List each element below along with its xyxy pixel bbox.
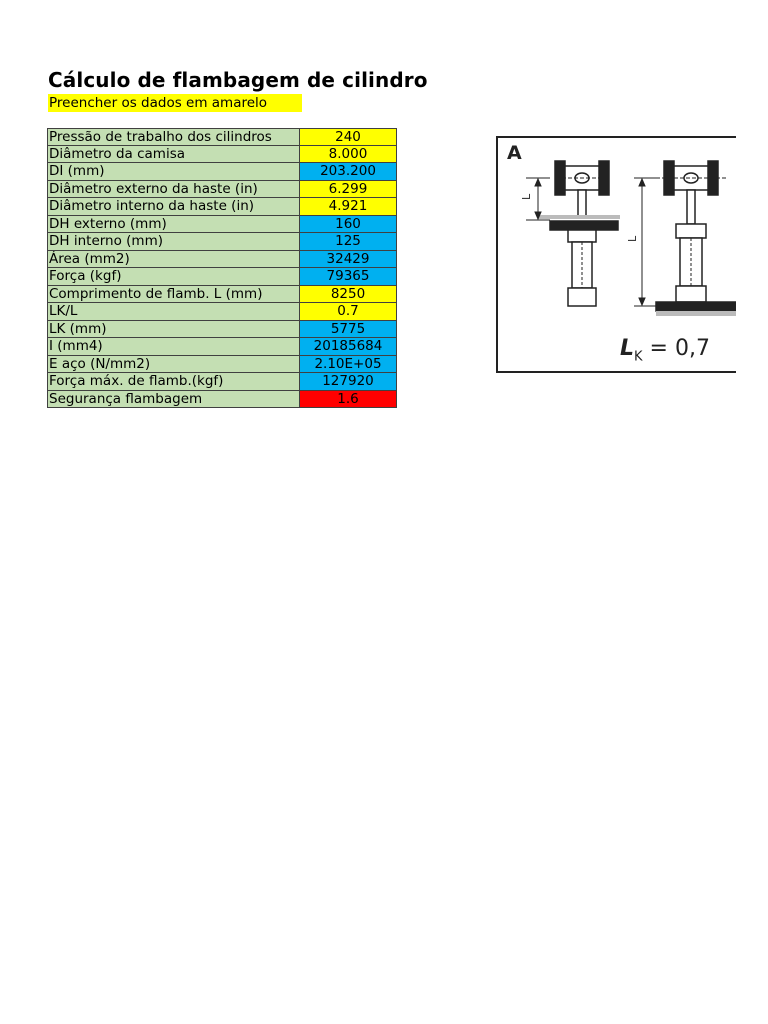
formula-subscript: K [634, 349, 643, 365]
table-row [47, 251, 397, 269]
row-label: Área (mm2) [47, 251, 300, 269]
right-ground-shade [656, 311, 736, 316]
page-title: Cálculo de flambagem de cilindro [48, 68, 428, 92]
right-dim-label: L [626, 235, 639, 242]
row-label: Pressão de trabalho dos cilindros [47, 128, 300, 146]
row-value[interactable]: 125 [300, 233, 397, 251]
row-value[interactable]: 160 [300, 216, 397, 234]
figure-letter: A [507, 142, 522, 164]
table-row [47, 373, 397, 391]
table-row [47, 163, 397, 181]
table-row [47, 216, 397, 234]
row-label: Segurança flambagem [47, 391, 300, 409]
left-cylinder [550, 161, 618, 306]
lk-formula [620, 336, 710, 364]
table-row [47, 233, 397, 251]
formula-value: = 0,7 [642, 336, 710, 361]
table-row [47, 338, 397, 356]
row-label: Força máx. de flamb.(kgf) [47, 373, 300, 391]
row-label: DH externo (mm) [47, 216, 300, 234]
buckling-figure [496, 136, 736, 373]
row-label: LK/L [47, 303, 300, 321]
row-label: E aço (N/mm2) [47, 356, 300, 374]
table-row [47, 181, 397, 199]
row-label: Comprimento de flamb. L (mm) [47, 286, 300, 304]
table-row [47, 303, 397, 321]
left-ground-shade [538, 215, 620, 219]
row-value[interactable]: 32429 [300, 251, 397, 269]
row-value[interactable]: 6.299 [300, 181, 397, 199]
row-value[interactable]: 127920 [300, 373, 397, 391]
table-row [47, 321, 397, 339]
calculation-table [47, 128, 397, 408]
row-value[interactable]: 240 [300, 128, 397, 146]
table-row [47, 356, 397, 374]
row-label: Diâmetro da camisa [47, 146, 300, 164]
table-row [47, 391, 397, 409]
row-value[interactable]: 8.000 [300, 146, 397, 164]
row-value[interactable]: 79365 [300, 268, 397, 286]
row-value[interactable]: 2.10E+05 [300, 356, 397, 374]
table-row [47, 198, 397, 216]
row-label: DH interno (mm) [47, 233, 300, 251]
row-label: LK (mm) [47, 321, 300, 339]
row-value[interactable]: 203.200 [300, 163, 397, 181]
row-value[interactable]: 1.6 [300, 391, 397, 409]
row-value[interactable]: 4.921 [300, 198, 397, 216]
row-value[interactable]: 0.7 [300, 303, 397, 321]
table-row [47, 146, 397, 164]
formula-symbol: L [620, 336, 635, 361]
row-label: DI (mm) [47, 163, 300, 181]
left-dim-label: L [520, 193, 533, 200]
row-label: Diâmetro interno da haste (in) [47, 198, 300, 216]
row-label: I (mm4) [47, 338, 300, 356]
table-row [47, 268, 397, 286]
row-label: Força (kgf) [47, 268, 300, 286]
row-value[interactable]: 20185684 [300, 338, 397, 356]
instruction-note: Preencher os dados em amarelo [48, 94, 302, 112]
right-cylinder [638, 161, 736, 311]
table-row [47, 286, 397, 304]
row-value[interactable]: 5775 [300, 321, 397, 339]
table-row [47, 128, 397, 146]
row-value[interactable]: 8250 [300, 286, 397, 304]
row-label: Diâmetro externo da haste (in) [47, 181, 300, 199]
